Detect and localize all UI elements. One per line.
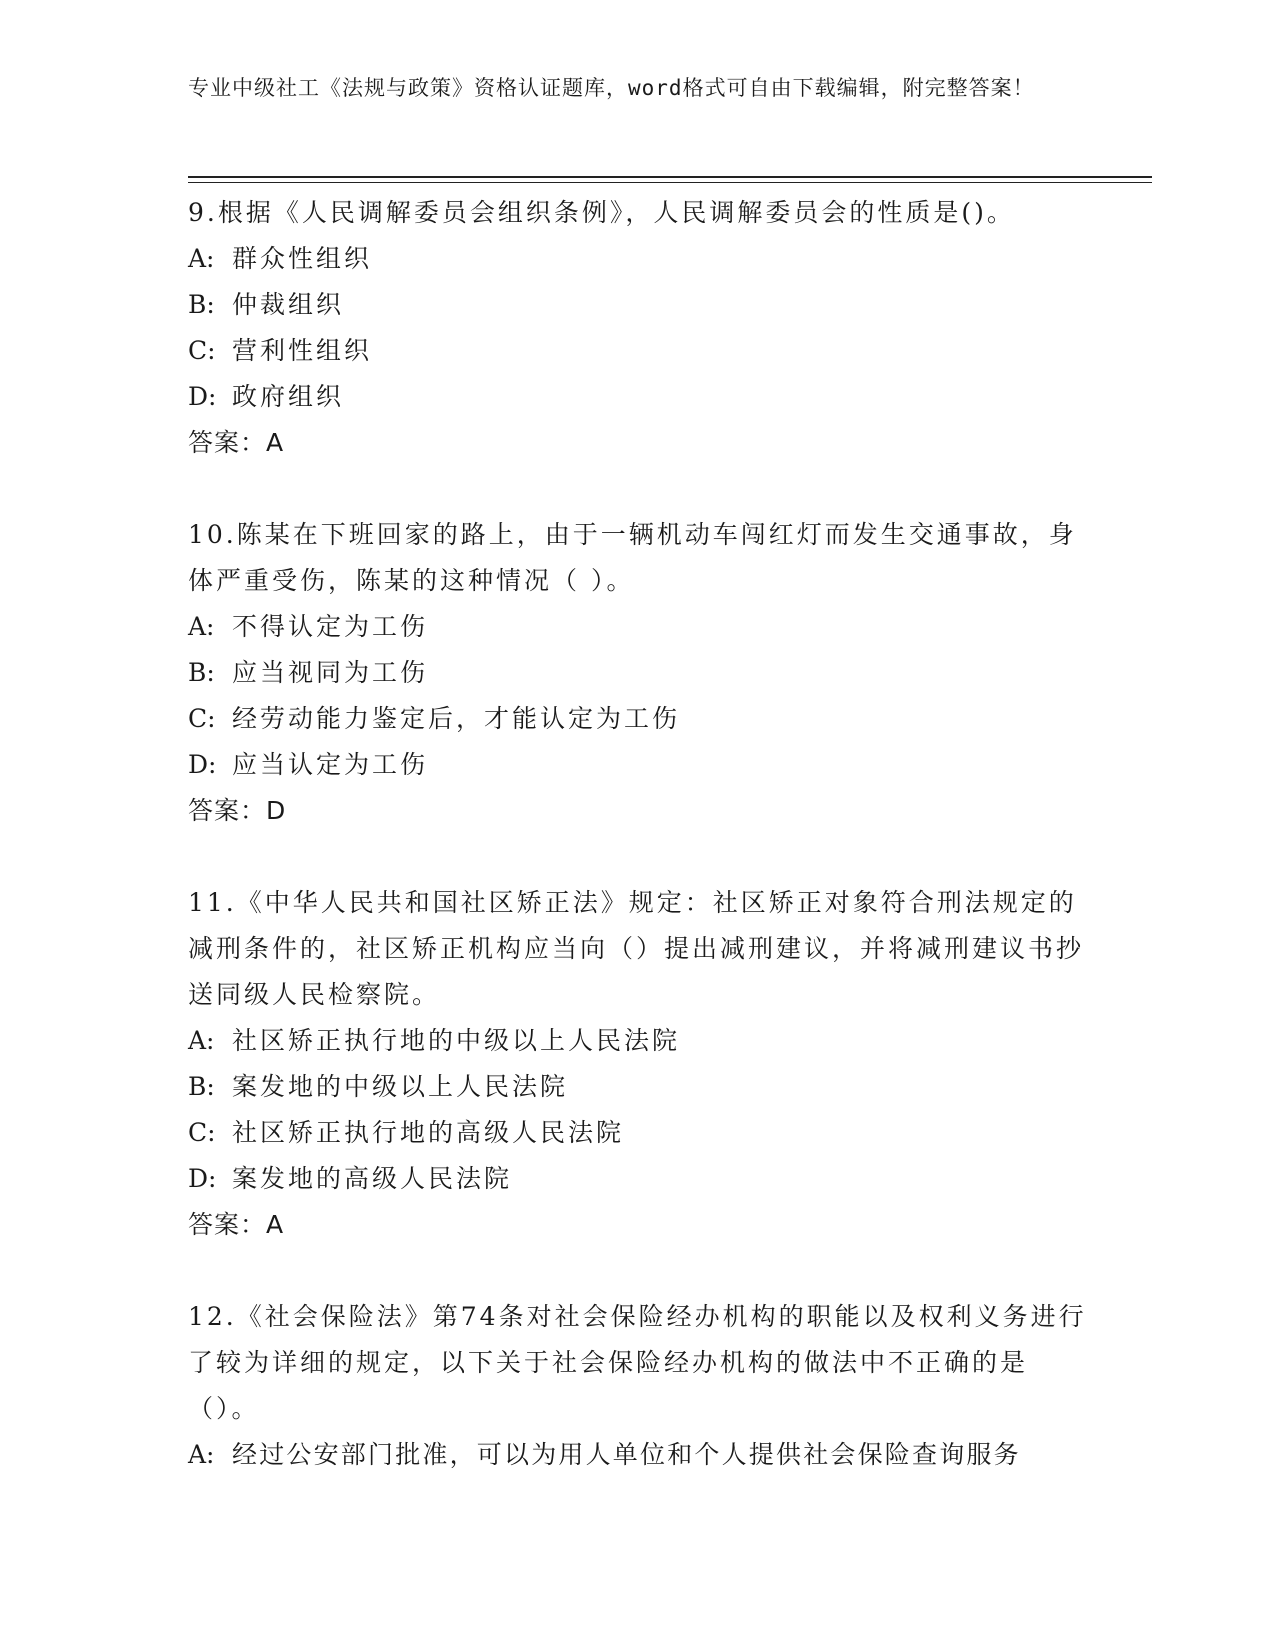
- question-stem: 9.根据《人民调解委员会组织条例》，人民调解委员会的性质是()。: [188, 198, 1015, 227]
- header-divider-thin: [188, 182, 1152, 183]
- answer-line: 答案：A: [188, 1210, 285, 1239]
- option-text: 经劳动能力鉴定后，才能认定为工伤: [232, 704, 681, 733]
- option-label: B:: [188, 1072, 215, 1101]
- option-text: 经过公安部门批准，可以为用人单位和个人提供社会保险查询服务: [232, 1440, 1021, 1469]
- option-label: C:: [188, 336, 216, 365]
- option-label: D:: [188, 750, 217, 779]
- question-11: [188, 880, 1088, 1248]
- document-intro: 专业中级社工《法规与政策》资格认证题库，word格式可自由下载编辑，附完整答案！: [188, 76, 1035, 100]
- option-label: A:: [188, 612, 215, 641]
- option-d: [188, 374, 1088, 420]
- option-text: 社区矫正执行地的中级以上人民法院: [232, 1026, 681, 1055]
- answer-line: 答案：D: [188, 796, 287, 825]
- option-c: [188, 1110, 1088, 1156]
- question-list: [188, 190, 1088, 1478]
- option-text: 不得认定为工伤: [232, 612, 429, 641]
- option-a: [188, 236, 1088, 282]
- header-divider-thick: [188, 176, 1152, 178]
- option-label: D:: [188, 1164, 217, 1193]
- option-d: [188, 1156, 1088, 1202]
- option-a: [188, 604, 1088, 650]
- answer-line: 答案：A: [188, 428, 285, 457]
- option-a: [188, 1018, 1088, 1064]
- option-c: [188, 696, 1088, 742]
- option-label: A:: [188, 1026, 215, 1055]
- option-label: C:: [188, 1118, 216, 1147]
- question-stem: 10.陈某在下班回家的路上，由于一辆机动车闯红灯而发生交通事故，身体严重受伤，陈某的这种情况（ ）。: [188, 520, 1077, 595]
- option-label: B:: [188, 290, 215, 319]
- question-10: [188, 512, 1088, 834]
- question-9: [188, 190, 1088, 466]
- option-label: A:: [188, 244, 215, 273]
- option-text: 社区矫正执行地的高级人民法院: [232, 1118, 625, 1147]
- option-label: C:: [188, 704, 216, 733]
- option-text: 政府组织: [232, 382, 345, 411]
- option-text: 仲裁组织: [232, 290, 345, 319]
- option-text: 应当认定为工伤: [232, 750, 429, 779]
- option-text: 应当视同为工伤: [232, 658, 429, 687]
- question-12: [188, 1294, 1088, 1478]
- option-b: [188, 1064, 1088, 1110]
- option-text: 营利性组织: [232, 336, 373, 365]
- question-stem: 11.《中华人民共和国社区矫正法》规定：社区矫正对象符合刑法规定的减刑条件的，社区矫正机构应当向（）提出减刑建议，并将减刑建议书抄送同级人民检察院。: [188, 888, 1085, 1009]
- question-stem: 12.《社会保险法》第74条对社会保险经办机构的职能以及权利义务进行了较为详细的规定，以下关于社会保险经办机构的做法中不正确的是（）。: [188, 1302, 1087, 1423]
- option-a: [188, 1432, 1088, 1478]
- option-c: [188, 328, 1088, 374]
- option-text: 案发地的高级人民法院: [232, 1164, 513, 1193]
- option-b: [188, 650, 1088, 696]
- option-label: A:: [188, 1440, 215, 1469]
- option-label: D:: [188, 382, 217, 411]
- option-b: [188, 282, 1088, 328]
- option-label: B:: [188, 658, 215, 687]
- option-text: 群众性组织: [232, 244, 373, 273]
- option-d: [188, 742, 1088, 788]
- option-text: 案发地的中级以上人民法院: [232, 1072, 569, 1101]
